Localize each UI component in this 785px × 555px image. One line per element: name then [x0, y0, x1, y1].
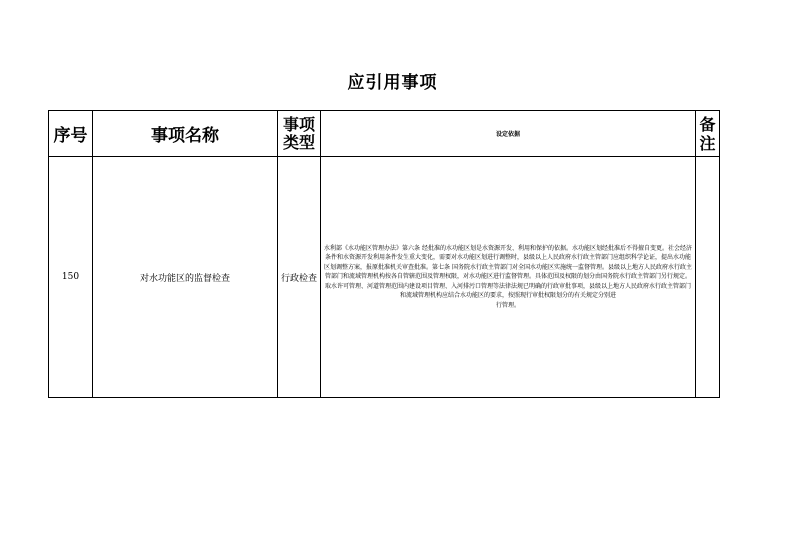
row-seq: 150 — [49, 157, 93, 398]
header-row — [49, 111, 720, 157]
header-note-line2: 注 — [699, 133, 716, 153]
row-note — [696, 157, 720, 398]
header-basis: 设定依据 — [321, 111, 696, 157]
items-table — [48, 110, 720, 398]
row-item-name: 对水功能区的监督检查 — [93, 157, 278, 398]
page-title: 应引用事项 — [347, 73, 438, 93]
row-item-type: 行政检查 — [278, 157, 321, 398]
header-item-type-line1: 事项 — [282, 114, 315, 134]
row-basis — [321, 157, 696, 398]
header-note-line1: 备 — [699, 114, 716, 134]
row-basis-text: 水利部《水功能区管理办法》第六条 经批准的水功能区划是水资源开发、利用和保护的依据。水功能区划经批准后不得擅自变更。社会经济条件和水资源开发利用条件发生重大变化，需要对水功能区划进行调整时，县级以上人民政府水行政主管部门应组织科学论证，提出水功能区划调整方案，报原批准机关审查批准。第七条 国务院水行政主管部门对全国水功能区实施统一监督管理。县级以上地方人民政府水行政主管部门和流域管理机构按各自管辖范围及管理权限，对水功能区进行监督管理。具体范围及权限的划分由国务院水行政主管部门另行规定。取水许可管理、河道管理范围内建设项目管理、入河排污口管理等法律法规已明确的行政审批事项，县级以上地方人民政府水行政主管部门和流域管理机构应结合水功能区的要求，按照现行审批权限划分的有关规定分别进 — [324, 244, 692, 300]
header-note — [696, 111, 720, 157]
header-item-type-line2: 类型 — [282, 132, 315, 152]
row-basis-tail: 行管理。 — [495, 301, 520, 309]
table-row — [49, 157, 720, 398]
header-item-name: 事项名称 — [93, 111, 278, 157]
header-item-type — [278, 111, 321, 157]
header-seq: 序号 — [49, 111, 93, 157]
